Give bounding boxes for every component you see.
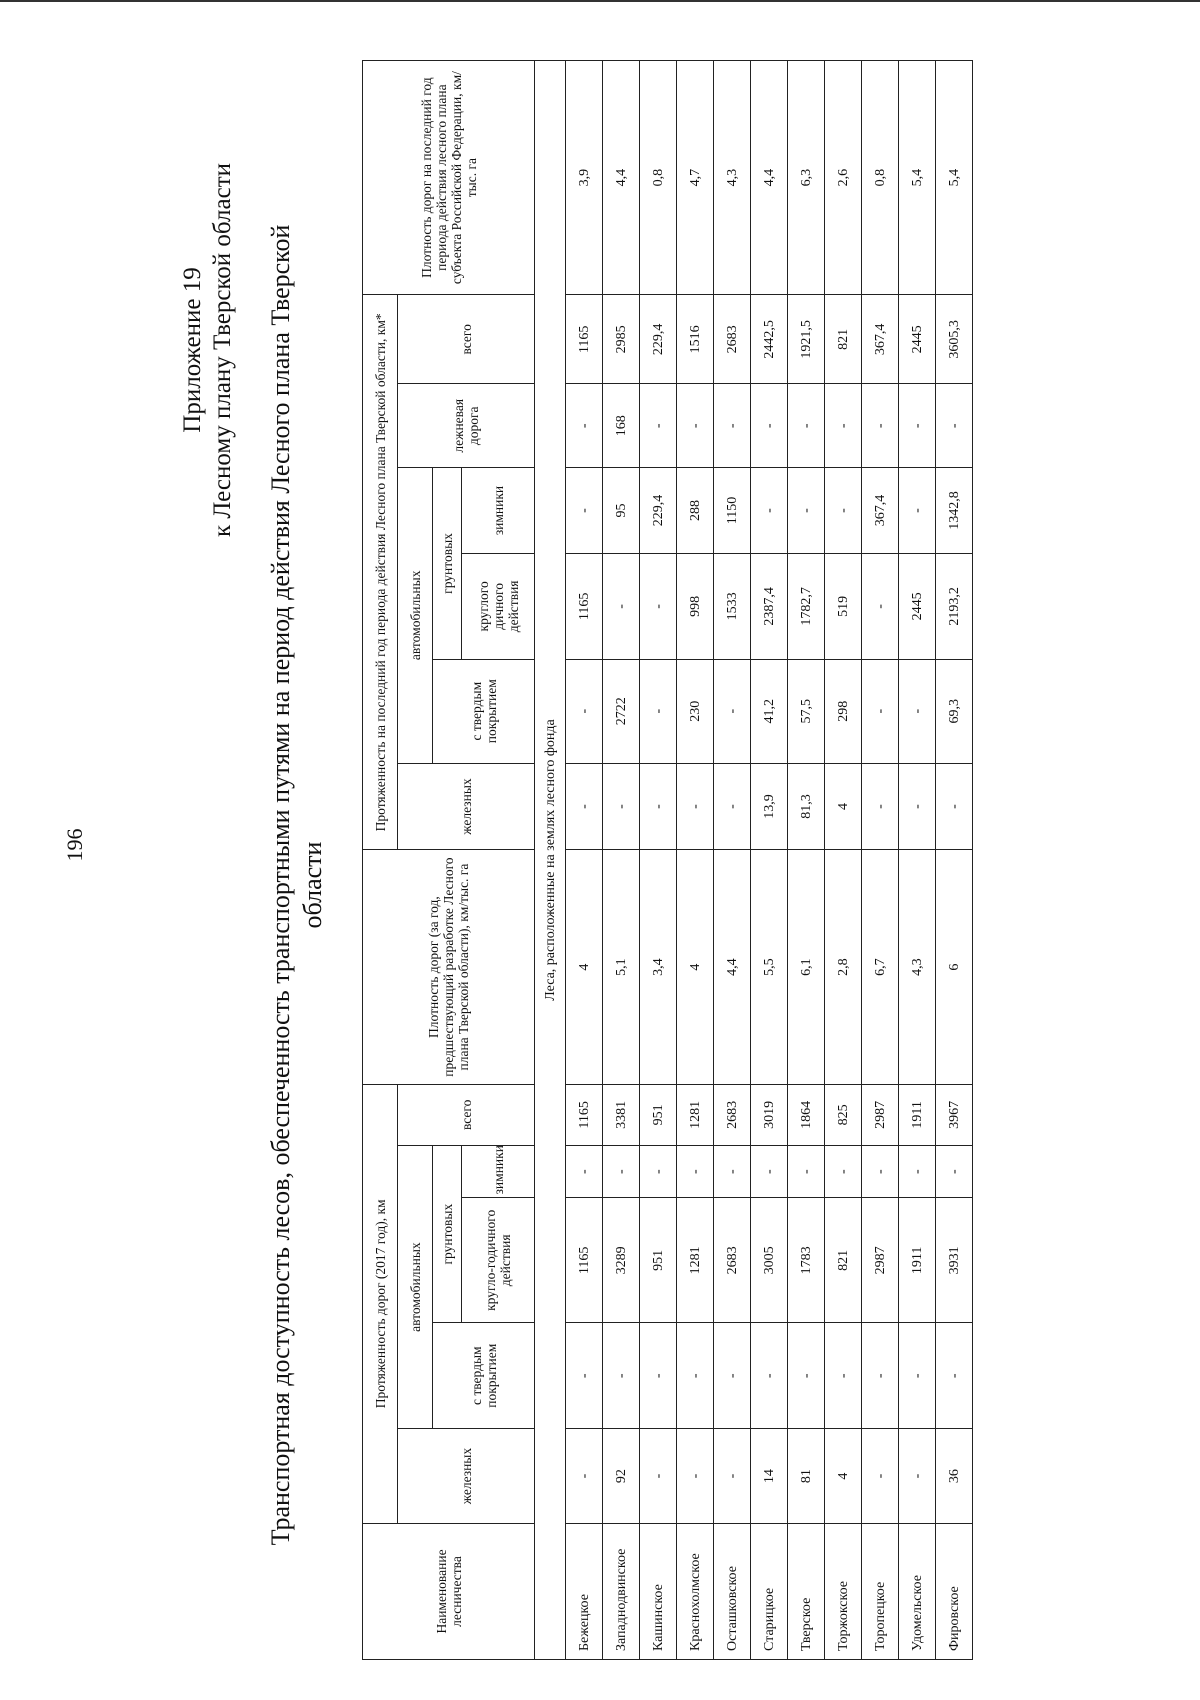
density-prev-cell: 5,5 — [751, 850, 788, 1084]
total-2017-cell: 3381 — [603, 1084, 640, 1145]
paved-2017-cell: - — [788, 1323, 825, 1429]
header-auto-2017: автомобильных — [398, 1146, 433, 1429]
density-last-cell: 0,8 — [640, 61, 677, 295]
paved-2017-cell: - — [936, 1323, 973, 1429]
paved-last-cell: 69,3 — [936, 659, 973, 763]
total-2017-cell: 3019 — [751, 1084, 788, 1145]
skid-last-cell: - — [825, 384, 862, 468]
winter-last-cell: 229,4 — [640, 468, 677, 554]
yearround-2017-cell: 2987 — [862, 1198, 899, 1323]
header-rail-2017: железных — [398, 1429, 535, 1524]
table-row — [677, 61, 714, 1660]
paved-2017-cell: - — [603, 1323, 640, 1429]
winter-last-cell: - — [825, 468, 862, 554]
header-yearround-2017: кругло-годичного действия — [462, 1198, 535, 1323]
rail-2017-cell: - — [862, 1429, 899, 1524]
total-last-cell: 2683 — [714, 295, 751, 384]
paved-2017-cell: - — [862, 1323, 899, 1429]
transport-table — [362, 60, 973, 1660]
forestry-name-cell: Старицкое — [751, 1523, 788, 1659]
density-prev-cell: 4,3 — [899, 850, 936, 1084]
skid-last-cell: - — [714, 384, 751, 468]
paved-last-cell: 2722 — [603, 659, 640, 763]
winter-2017-cell: - — [825, 1146, 862, 1198]
yearround-last-cell: 2193,2 — [936, 553, 973, 659]
header-dirt-last: грунтовых — [433, 468, 462, 660]
forestry-name-cell: Фировское — [936, 1523, 973, 1659]
forestry-name-cell: Торжокское — [825, 1523, 862, 1659]
paved-2017-cell: - — [677, 1323, 714, 1429]
yearround-last-cell: 519 — [825, 553, 862, 659]
yearround-last-cell: - — [603, 553, 640, 659]
forestry-name-cell: Осташковское — [714, 1523, 751, 1659]
winter-last-cell: - — [788, 468, 825, 554]
total-last-cell: 1165 — [566, 295, 603, 384]
table-row — [788, 61, 825, 1660]
yearround-2017-cell: 1165 — [566, 1198, 603, 1323]
density-prev-cell: 3,4 — [640, 850, 677, 1084]
rail-last-cell: - — [714, 763, 751, 850]
density-prev-cell: 4,4 — [714, 850, 751, 1084]
total-2017-cell: 825 — [825, 1084, 862, 1145]
yearround-last-cell: - — [640, 553, 677, 659]
paved-2017-cell: - — [566, 1323, 603, 1429]
table-row — [751, 61, 788, 1660]
yearround-2017-cell: 1911 — [899, 1198, 936, 1323]
header-name: Наименование лесничества — [363, 1523, 535, 1659]
winter-2017-cell: - — [788, 1146, 825, 1198]
header-total-2017: всего — [398, 1084, 535, 1145]
total-last-cell: 1516 — [677, 295, 714, 384]
paved-2017-cell: - — [714, 1323, 751, 1429]
header-skid-last: лежневая дорога — [398, 384, 535, 468]
density-last-cell: 4,4 — [603, 61, 640, 295]
density-last-cell: 5,4 — [899, 61, 936, 295]
page-number: 196 — [62, 828, 87, 862]
yearround-2017-cell: 1281 — [677, 1198, 714, 1323]
header-density-last: Плотность дорог на последний год периода действия лесного плана субъекта Российской Федерации, км/тыс. га — [363, 61, 535, 295]
table-body — [566, 61, 973, 1660]
paved-last-cell: 298 — [825, 659, 862, 763]
total-last-cell: 2442,5 — [751, 295, 788, 384]
paved-2017-cell: - — [825, 1323, 862, 1429]
rail-2017-cell: - — [640, 1429, 677, 1524]
density-last-cell: 3,9 — [566, 61, 603, 295]
paved-last-cell: - — [566, 659, 603, 763]
header-length-last: Протяженность на последний год периода действия Лесного плана Тверской области, км* — [363, 295, 398, 850]
density-last-cell: 4,4 — [751, 61, 788, 295]
paved-last-cell: - — [899, 659, 936, 763]
winter-last-cell: 1342,8 — [936, 468, 973, 554]
winter-last-cell: - — [751, 468, 788, 554]
yearround-last-cell: - — [862, 553, 899, 659]
density-prev-cell: 5,1 — [603, 850, 640, 1084]
density-last-cell: 4,7 — [677, 61, 714, 295]
title-line-2: области — [298, 841, 327, 929]
winter-2017-cell: - — [936, 1146, 973, 1198]
rail-last-cell: 81,3 — [788, 763, 825, 850]
table-row — [936, 61, 973, 1660]
rail-2017-cell: - — [677, 1429, 714, 1524]
total-last-cell: 3605,3 — [936, 295, 973, 384]
yearround-last-cell: 2445 — [899, 553, 936, 659]
density-prev-cell: 4 — [677, 850, 714, 1084]
density-last-cell: 0,8 — [862, 61, 899, 295]
forestry-name-cell: Торопецкое — [862, 1523, 899, 1659]
yearround-2017-cell: 3005 — [751, 1198, 788, 1323]
paved-last-cell: 57,5 — [788, 659, 825, 763]
yearround-last-cell: 2387,4 — [751, 553, 788, 659]
total-last-cell: 821 — [825, 295, 862, 384]
rail-2017-cell: 4 — [825, 1429, 862, 1524]
density-prev-cell: 4 — [566, 850, 603, 1084]
density-last-cell: 5,4 — [936, 61, 973, 295]
winter-2017-cell: - — [677, 1146, 714, 1198]
total-last-cell: 367,4 — [862, 295, 899, 384]
table-row — [899, 61, 936, 1660]
rail-2017-cell: - — [714, 1429, 751, 1524]
total-last-cell: 2985 — [603, 295, 640, 384]
yearround-last-cell: 1782,7 — [788, 553, 825, 659]
rail-last-cell: - — [936, 763, 973, 850]
skid-last-cell: 168 — [603, 384, 640, 468]
yearround-last-cell: 998 — [677, 553, 714, 659]
winter-2017-cell: - — [640, 1146, 677, 1198]
rail-last-cell: - — [603, 763, 640, 850]
table-row — [862, 61, 899, 1660]
winter-last-cell: 367,4 — [862, 468, 899, 554]
total-2017-cell: 2987 — [862, 1084, 899, 1145]
density-last-cell: 4,3 — [714, 61, 751, 295]
yearround-last-cell: 1165 — [566, 553, 603, 659]
header-winter-2017: зимники — [462, 1146, 535, 1198]
yearround-2017-cell: 1783 — [788, 1198, 825, 1323]
total-2017-cell: 951 — [640, 1084, 677, 1145]
yearround-2017-cell: 2683 — [714, 1198, 751, 1323]
winter-2017-cell: - — [714, 1146, 751, 1198]
skid-last-cell: - — [751, 384, 788, 468]
winter-2017-cell: - — [751, 1146, 788, 1198]
winter-last-cell: 288 — [677, 468, 714, 554]
rail-last-cell: - — [566, 763, 603, 850]
header-rail-last: железных — [398, 763, 535, 850]
winter-last-cell: 95 — [603, 468, 640, 554]
rail-last-cell: - — [677, 763, 714, 850]
rail-2017-cell: 81 — [788, 1429, 825, 1524]
density-prev-cell: 2,8 — [825, 850, 862, 1084]
skid-last-cell: - — [640, 384, 677, 468]
density-last-cell: 2,6 — [825, 61, 862, 295]
header-density-prev: Плотность дорог (за год, предшествующий разработке Лесного плана Тверской области), км/тыс. га — [363, 850, 535, 1084]
total-2017-cell: 1281 — [677, 1084, 714, 1145]
density-last-cell: 6,3 — [788, 61, 825, 295]
yearround-2017-cell: 3931 — [936, 1198, 973, 1323]
forestry-name-cell: Кашинское — [640, 1523, 677, 1659]
winter-2017-cell: - — [899, 1146, 936, 1198]
winter-2017-cell: - — [566, 1146, 603, 1198]
forestry-name-cell: Тверское — [788, 1523, 825, 1659]
table-row — [566, 61, 603, 1660]
total-last-cell: 229,4 — [640, 295, 677, 384]
rail-last-cell: 4 — [825, 763, 862, 850]
density-prev-cell: 6 — [936, 850, 973, 1084]
yearround-2017-cell: 951 — [640, 1198, 677, 1323]
header-total-last: всего — [398, 295, 535, 384]
appendix-heading — [178, 0, 238, 700]
yearround-last-cell: 1533 — [714, 553, 751, 659]
yearround-2017-cell: 3289 — [603, 1198, 640, 1323]
section-label: Леса, расположенные на землях лесного фонда — [535, 61, 566, 1660]
paved-2017-cell: - — [751, 1323, 788, 1429]
rail-last-cell: 13,9 — [751, 763, 788, 850]
rail-last-cell: - — [862, 763, 899, 850]
forestry-name-cell: Краснохолмское — [677, 1523, 714, 1659]
header-length-2017: Протяженность дорог (2017 год), км — [363, 1084, 398, 1523]
total-2017-cell: 1911 — [899, 1084, 936, 1145]
skid-last-cell: - — [677, 384, 714, 468]
density-prev-cell: 6,7 — [862, 850, 899, 1084]
yearround-2017-cell: 821 — [825, 1198, 862, 1323]
rail-2017-cell: 14 — [751, 1429, 788, 1524]
winter-2017-cell: - — [603, 1146, 640, 1198]
winter-2017-cell: - — [862, 1146, 899, 1198]
paved-2017-cell: - — [899, 1323, 936, 1429]
rail-2017-cell: - — [899, 1429, 936, 1524]
table-row — [640, 61, 677, 1660]
header-dirt-2017: грунтовых — [433, 1146, 462, 1323]
rail-last-cell: - — [899, 763, 936, 850]
header-auto-last: автомобильных — [398, 468, 433, 763]
paved-last-cell: - — [714, 659, 751, 763]
rail-last-cell: - — [640, 763, 677, 850]
skid-last-cell: - — [788, 384, 825, 468]
forestry-name-cell: Бежецкое — [566, 1523, 603, 1659]
forestry-name-cell: Западнодвинское — [603, 1523, 640, 1659]
total-last-cell: 1921,5 — [788, 295, 825, 384]
header-winter-last: зимники — [462, 468, 535, 554]
paved-last-cell: 230 — [677, 659, 714, 763]
rail-2017-cell: - — [566, 1429, 603, 1524]
title-line-1: Транспортная доступность лесов, обеспеченность транспортными путями на период действия Лесного плана Тверской — [266, 224, 295, 1546]
paved-last-cell: - — [862, 659, 899, 763]
table-row — [714, 61, 751, 1660]
paved-2017-cell: - — [640, 1323, 677, 1429]
skid-last-cell: - — [566, 384, 603, 468]
table-row — [603, 61, 640, 1660]
winter-last-cell: - — [566, 468, 603, 554]
density-prev-cell: 6,1 — [788, 850, 825, 1084]
total-last-cell: 2445 — [899, 295, 936, 384]
header-paved-last: с твердым покрытием — [433, 659, 535, 763]
appendix-line-1: Приложение 19 — [179, 267, 206, 433]
header-paved-2017: с твердым покрытием — [433, 1323, 535, 1429]
document-title — [265, 150, 329, 1620]
total-2017-cell: 1165 — [566, 1084, 603, 1145]
total-2017-cell: 2683 — [714, 1084, 751, 1145]
total-2017-cell: 3967 — [936, 1084, 973, 1145]
rail-2017-cell: 92 — [603, 1429, 640, 1524]
header-yearround-last: круглого дичного действия — [462, 553, 535, 659]
paved-last-cell: 41,2 — [751, 659, 788, 763]
skid-last-cell: - — [936, 384, 973, 468]
rail-2017-cell: 36 — [936, 1429, 973, 1524]
table-row — [825, 61, 862, 1660]
skid-last-cell: - — [862, 384, 899, 468]
appendix-line-2: к Лесному плану Тверской области — [209, 163, 236, 537]
forestry-name-cell: Удомельское — [899, 1523, 936, 1659]
skid-last-cell: - — [899, 384, 936, 468]
total-2017-cell: 1864 — [788, 1084, 825, 1145]
paved-last-cell: - — [640, 659, 677, 763]
winter-last-cell: 1150 — [714, 468, 751, 554]
winter-last-cell: - — [899, 468, 936, 554]
